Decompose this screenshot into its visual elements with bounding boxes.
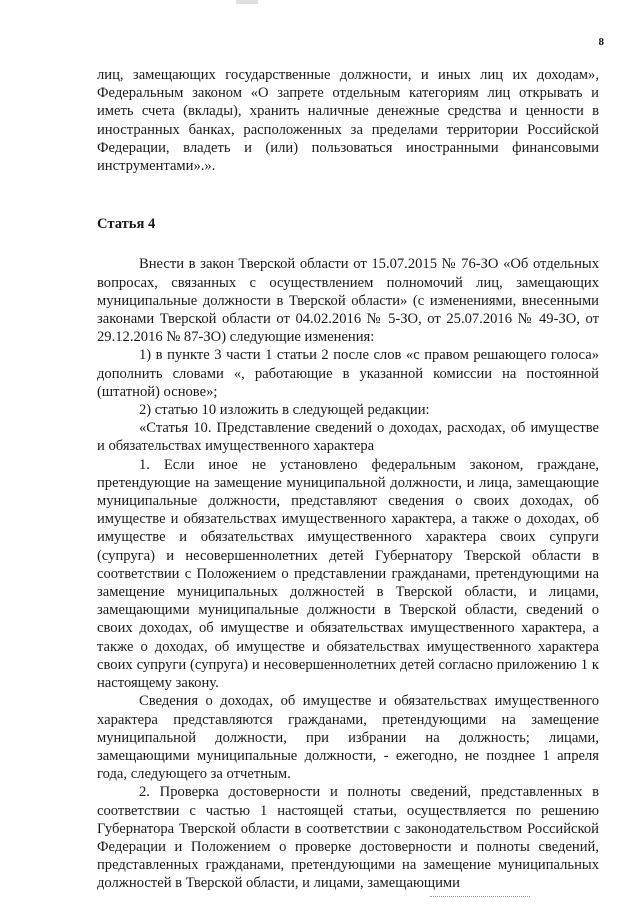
article-paragraph: 2. Проверка достоверности и полноты сведений, представленных в соответствии с частью 1 настоящей статьи, осуществляется по решению Губернатора Тверской области в соответствии с законодательством Российской Федерации и Положением о проверке достоверности и полноты сведений, представленных гражданами, претендующими на замещение муниципальных должностей в Тверской области, и лицами, замещающими (97, 784, 599, 892)
article-paragraph: «Статья 10. Представление сведений о доходах, расходах, об имуществе и обязательствах имущественного характера (97, 420, 599, 455)
scan-artifact (236, 0, 258, 4)
article-paragraph: 1. Если иное не установлено федеральным законом, граждане, претендующие на замещение муниципальной должности, и лица, замещающие муниципальные должности, представляют сведения о своих доходах, об имуществе и обязательствах имущественного характера, а также о доходах, об имуществе и обязательствах имущественного характера своих супруги (супруга) и несовершеннолетних детей Губернатору Тверской области в соответствии с Положением о представлении гражданами, претендующими на замещение муниципальных должностей в Тверской области, и лицами, замещающими муниципальные должности в Тверской области, сведений о своих доходах, об имуществе и обязательствах имущественного характера, а также о доходах, об имуществе и обязательствах имущественного характера своих супруги (супруга) и несовершеннолетних детей согласно приложению 1 к настоящему закону. (97, 456, 599, 692)
document-body (97, 66, 599, 893)
article-paragraph: Внести в закон Тверской области от 15.07.2015 № 76-ЗО «Об отдельных вопросах, связанных с осуществлением полномочий лиц, замещающих муниципальные должности в Тверской области» (с изменениями, внесенными законами Тверской области от 04.02.2016 № 5-ЗО, от 25.07.2016 № 49-ЗО, от 29.12.2016 № 87-ЗО) следующие изменения: (97, 256, 599, 346)
article-paragraph: 2) статью 10 изложить в следующей редакции: (139, 402, 430, 419)
article-paragraph: 1) в пункте 3 части 1 статьи 2 после слов «с правом решающего голоса» дополнить словами «, работающие в указанной комиссии на постоянной (штатной) основе»; (97, 347, 599, 400)
scan-artifact (430, 896, 530, 903)
article-paragraph: Сведения о доходах, об имуществе и обязательствах имущественного характера представляются гражданами, претендующими на замещение муниципальной должности, при избрании на должность; лицами, замещающими муниципальные должности, - ежегодно, не позднее 1 апреля года, следующего за отчетным. (97, 693, 599, 783)
article-heading: Статья 4 (97, 216, 156, 233)
intro-continuation: лиц, замещающих государственные должности, и иных лиц их доходам», Федеральным законом «О запрете отдельным категориям лиц открывать и иметь счета (вклады), хранить наличные денежные средства и ценности в иностранных банках, расположенных за пределами территории Российской Федерации, владеть и (или) пользоваться иностранными финансовыми инструментами».». (97, 67, 599, 175)
page-number: 8 (598, 36, 604, 48)
